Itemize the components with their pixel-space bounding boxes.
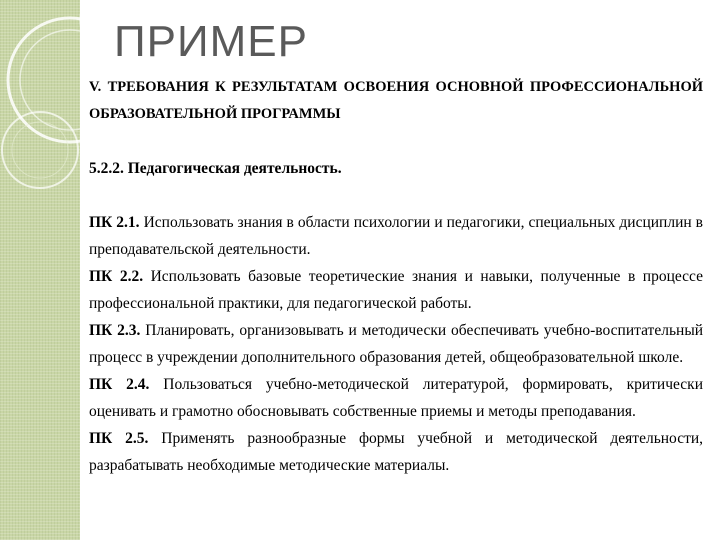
competency-code: ПК 2.5. — [89, 430, 149, 447]
competency-text: Пользоваться учебно-методической литературой, формировать, критически оценивать и грамотно обосновывать собственные приемы и методы преподавания. — [89, 376, 703, 420]
subsection-heading: 5.2.2. Педагогическая деятельность. — [89, 160, 342, 177]
decorative-side-panel — [0, 0, 80, 540]
competency-text: Использовать базовые теоретические знания и навыки, полученные в процессе профессиональной практики, для педагогической работы. — [89, 268, 703, 312]
competency-item — [89, 371, 703, 425]
competency-code: ПК 2.2. — [89, 268, 144, 285]
competency-code: ПК 2.3. — [89, 322, 141, 339]
competency-text: Планировать, организовывать и методически обеспечивать учебно-воспитательный процесс в учреждении дополнительного образования детей, общеобразовательной школе. — [89, 322, 704, 366]
competency-item — [89, 317, 703, 371]
competency-item — [89, 263, 703, 317]
competency-item — [89, 425, 703, 479]
slide-title: ПРИМЕР — [114, 17, 308, 66]
section-heading: V. ТРЕБОВАНИЯ К РЕЗУЛЬТАТАМ ОСВОЕНИЯ ОСНОВНОЙ ПРОФЕССИОНАЛЬНОЙ ОБРАЗОВАТЕЛЬНОЙ ПРОГРАММЫ — [89, 79, 703, 122]
competency-text: Использовать знания в области психологии и педагогики, специальных дисциплин в преподавательской деятельности. — [89, 214, 703, 258]
competency-code: ПК 2.1. — [89, 214, 140, 231]
competency-item — [89, 209, 703, 263]
slide-content — [89, 74, 703, 479]
competency-code: ПК 2.4. — [89, 376, 150, 393]
competency-text: Применять разнообразные формы учебной и методической деятельности, разрабатывать необходимые методические материалы. — [89, 430, 704, 474]
